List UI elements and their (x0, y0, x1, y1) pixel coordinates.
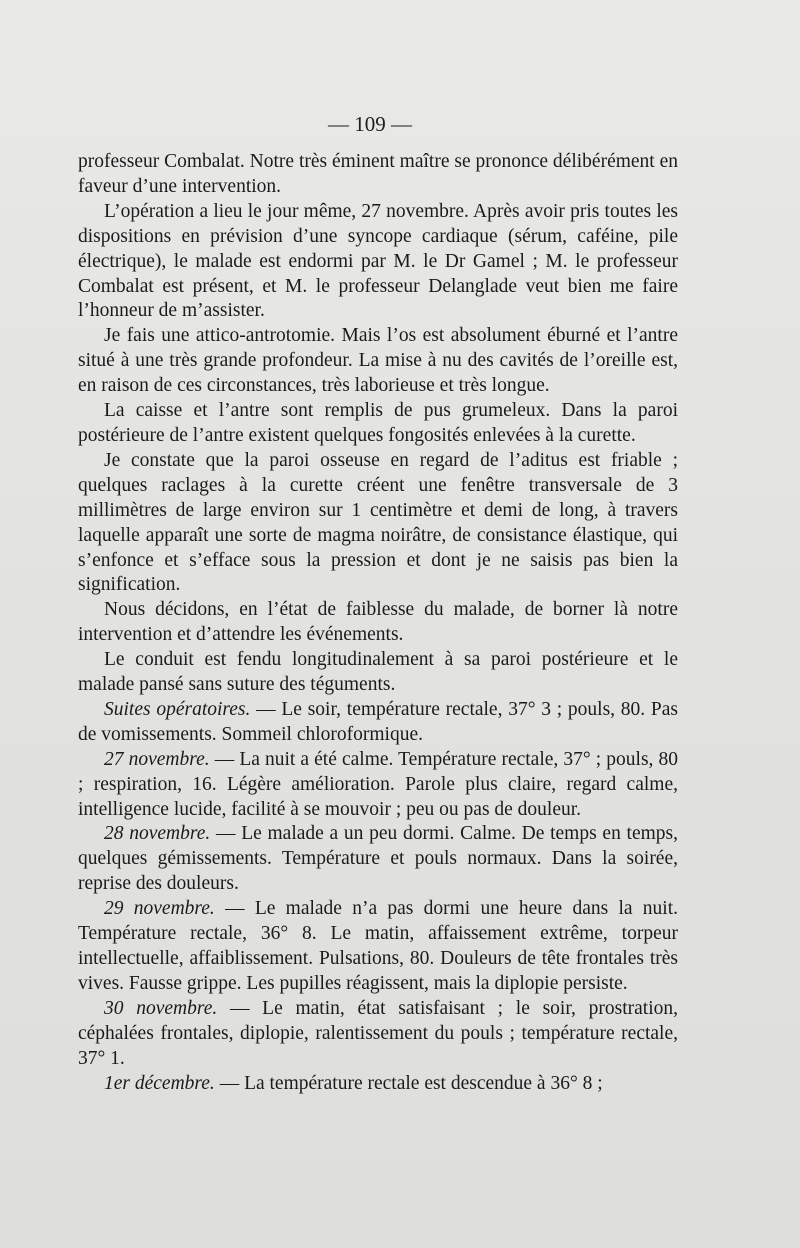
paragraph (78, 399, 678, 449)
paragraph (78, 150, 678, 200)
paragraph (78, 648, 678, 698)
paragraph (78, 897, 678, 997)
body-text (78, 150, 678, 1096)
paragraph-text: Je fais une attico-antrotomie. Mais l’os est absolument éburné et l’antre situé à une très grande profondeur. La mise à nu des cavités de l’oreille est, en raison de ces circonstances, très laborieuse et très longue. (78, 325, 678, 397)
paragraph (78, 748, 678, 823)
paragraph-text: professeur Combalat. Notre très éminent maître se prononce délibérément en faveur d’une intervention. (78, 151, 678, 197)
paragraph-lead: 29 novembre. (104, 898, 215, 920)
paragraph (78, 698, 678, 748)
paragraph-text: Je constate que la paroi osseuse en regard de l’aditus est friable ; quelques raclages à la curette créent une fenêtre transversale de 3 millimètres de large environ sur 1 centimètre et demi de long, à travers laquelle apparaît une sorte de magma noirâtre, de consistance élastique, qui s’enfonce et s’efface sous la pression et dont je ne saisis pas bien la signification. (78, 449, 678, 596)
paragraph-text: — La nuit a été calme. Température rectale, 37° ; pouls, 80 ; respiration, 16. Légère amélioration. Parole plus claire, regard calme, intelligence lucide, facilité à se mouvoir ; peu ou pas de douleur. (78, 748, 678, 820)
paragraph (78, 324, 678, 399)
paragraph (78, 822, 678, 897)
paragraph (78, 1072, 678, 1097)
paragraph-text: — Le soir, température rectale, 37° 3 ; pouls, 80. Pas de vomissements. Sommeil chloroformique. (78, 698, 678, 745)
paragraph-lead: 28 novembre. (104, 823, 211, 845)
paragraph (78, 997, 678, 1072)
paragraph-text: L’opération a lieu le jour même, 27 novembre. Après avoir pris toutes les dispositions en prévision d’une syncope cardiaque (sérum, caféine, pile électrique), le malade est endormi par M. le Dr Gamel ; M. le professeur Combalat est présent, et M. le professeur Delanglade veut bien me faire l’honneur de m’assister. (78, 200, 678, 322)
paragraph-text: Nous décidons, en l’état de faiblesse du malade, de borner là notre intervention et d’attendre les événements. (78, 599, 678, 646)
paragraph-lead: 27 novembre. (104, 748, 210, 770)
paragraph-text: — Le malade a un peu dormi. Calme. De temps en temps, quelques gémissements. Température et pouls normaux. Dans la soirée, reprise des douleurs. (78, 823, 678, 895)
paragraph-text: — Le malade n’a pas dormi une heure dans la nuit. Température rectale, 36° 8. Le matin, affaissement extrême, torpeur intellectuelle, affaiblissement. Pulsations, 80. Douleurs de tête frontales très vives. Fausse grippe. Les pupilles réagissent, mais la diplopie persiste. (78, 898, 679, 994)
paragraph-lead: 1er décembre. (104, 1072, 215, 1094)
paragraph (78, 200, 678, 325)
paragraph (78, 449, 678, 598)
paragraph-text: — La température rectale est descendue à 36° 8 ; (214, 1072, 603, 1094)
page-number: — 109 — (328, 112, 412, 136)
paragraph-lead: Suites opératoires. (104, 698, 251, 720)
paragraph-text: — Le matin, état satisfaisant ; le soir, prostration, céphalées frontales, diplopie, ralentissement du pouls ; température rectale, 37° 1. (78, 997, 678, 1069)
paragraph (78, 598, 678, 648)
paragraph-lead: 30 novembre. (104, 997, 218, 1019)
paragraph-text: La caisse et l’antre sont remplis de pus grumeleux. Dans la paroi postérieure de l’antre existent quelques fongosités enlevées à la curette. (78, 400, 678, 446)
paragraph-text: Le conduit est fendu longitudinalement à sa paroi postérieure et le malade pansé sans suture des téguments. (78, 649, 678, 696)
